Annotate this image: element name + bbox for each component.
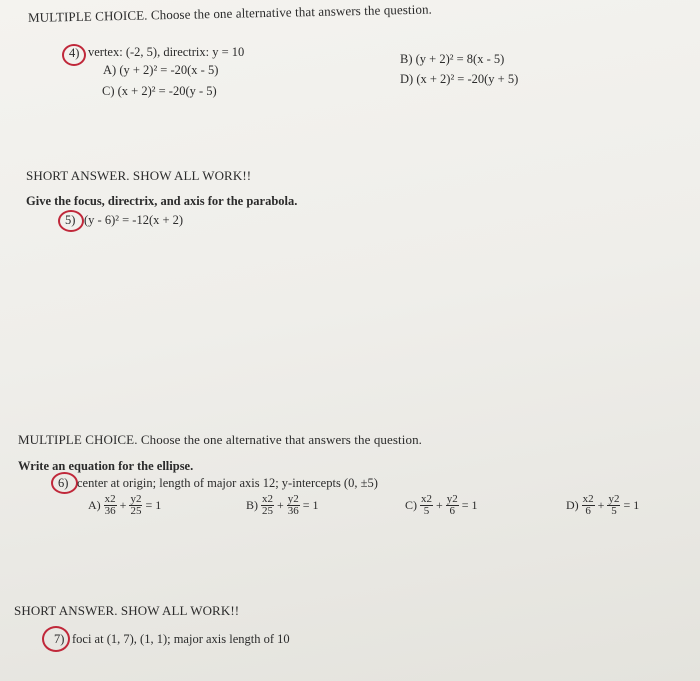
section2-header: SHORT ANSWER. SHOW ALL WORK!!	[26, 168, 252, 183]
q6-option-c-label: C)	[405, 498, 417, 512]
section2-instruction: Give the focus, directrix, and axis for the parabola.	[26, 194, 298, 208]
q6-option-d-label: D)	[566, 498, 579, 512]
q6-option-a	[88, 494, 163, 517]
q6-d-rhs: = 1	[623, 498, 640, 512]
q6-c-rhs: = 1	[461, 498, 478, 512]
q6-option-c	[405, 494, 480, 517]
q7-text: foci at (1, 7), (1, 1); major axis length of 10	[72, 632, 290, 646]
q6-d-num2: y2	[608, 493, 620, 505]
q6-a-num2: y2	[130, 493, 142, 505]
q4-option-c: C) (x + 2)² = -20(y - 5)	[102, 84, 217, 98]
q6-b-num2: y2	[287, 493, 299, 505]
q4-number: 4)	[69, 46, 80, 60]
section3-header: MULTIPLE CHOICE. Choose the one alternative that answers the question.	[18, 432, 423, 447]
q4-option-a: A) (y + 2)² = -20(x - 5)	[103, 63, 219, 77]
q6-d-den2: 5	[611, 505, 617, 517]
q4-option-d: D) (x + 2)² = -20(y + 5)	[400, 72, 519, 86]
q4-text: vertex: (-2, 5), directrix: y = 10	[88, 45, 245, 59]
q6-a-den1: 36	[104, 505, 116, 517]
q6-c-den1: 5	[423, 505, 430, 517]
q6-b-den2: 36	[287, 505, 299, 517]
q7-number: 7)	[54, 632, 65, 646]
q4-option-b: B) (y + 2)² = 8(x - 5)	[400, 52, 505, 66]
q6-d-num1: x2	[582, 493, 594, 505]
q6-a-rhs: = 1	[145, 498, 162, 512]
q6-b-den1: 25	[262, 505, 273, 517]
q6-text: center at origin; length of major axis 12; y-intercepts (0, ±5)	[77, 476, 378, 490]
q6-c-num2: y2	[446, 493, 458, 505]
q6-a-plus: +	[119, 498, 127, 512]
q6-option-a-label: A)	[88, 498, 101, 512]
q6-b-num1: x2	[262, 493, 273, 505]
q6-b-rhs: = 1	[302, 498, 319, 512]
section3-instruction: Write an equation for the ellipse.	[18, 459, 194, 473]
q6-option-b	[246, 494, 321, 517]
q6-c-num1: x2	[421, 493, 432, 505]
q6-a-den2: 25	[130, 505, 142, 517]
q6-c-den2: 6	[449, 505, 456, 517]
section1-header: MULTIPLE CHOICE. Choose the one alternative that answers the question.	[27, 1, 433, 25]
q6-d-den1: 6	[585, 505, 591, 517]
q6-c-plus: +	[436, 498, 443, 512]
q5-number: 5)	[65, 213, 76, 227]
section4-header: SHORT ANSWER. SHOW ALL WORK!!	[14, 603, 240, 618]
q6-option-d	[566, 494, 641, 517]
q6-a-num1: x2	[104, 493, 116, 505]
q6-number: 6)	[58, 476, 69, 490]
q6-option-b-label: B)	[246, 498, 258, 512]
q5-text: (y - 6)² = -12(x + 2)	[84, 213, 184, 227]
q6-b-plus: +	[277, 498, 284, 512]
q6-d-plus: +	[597, 498, 605, 512]
